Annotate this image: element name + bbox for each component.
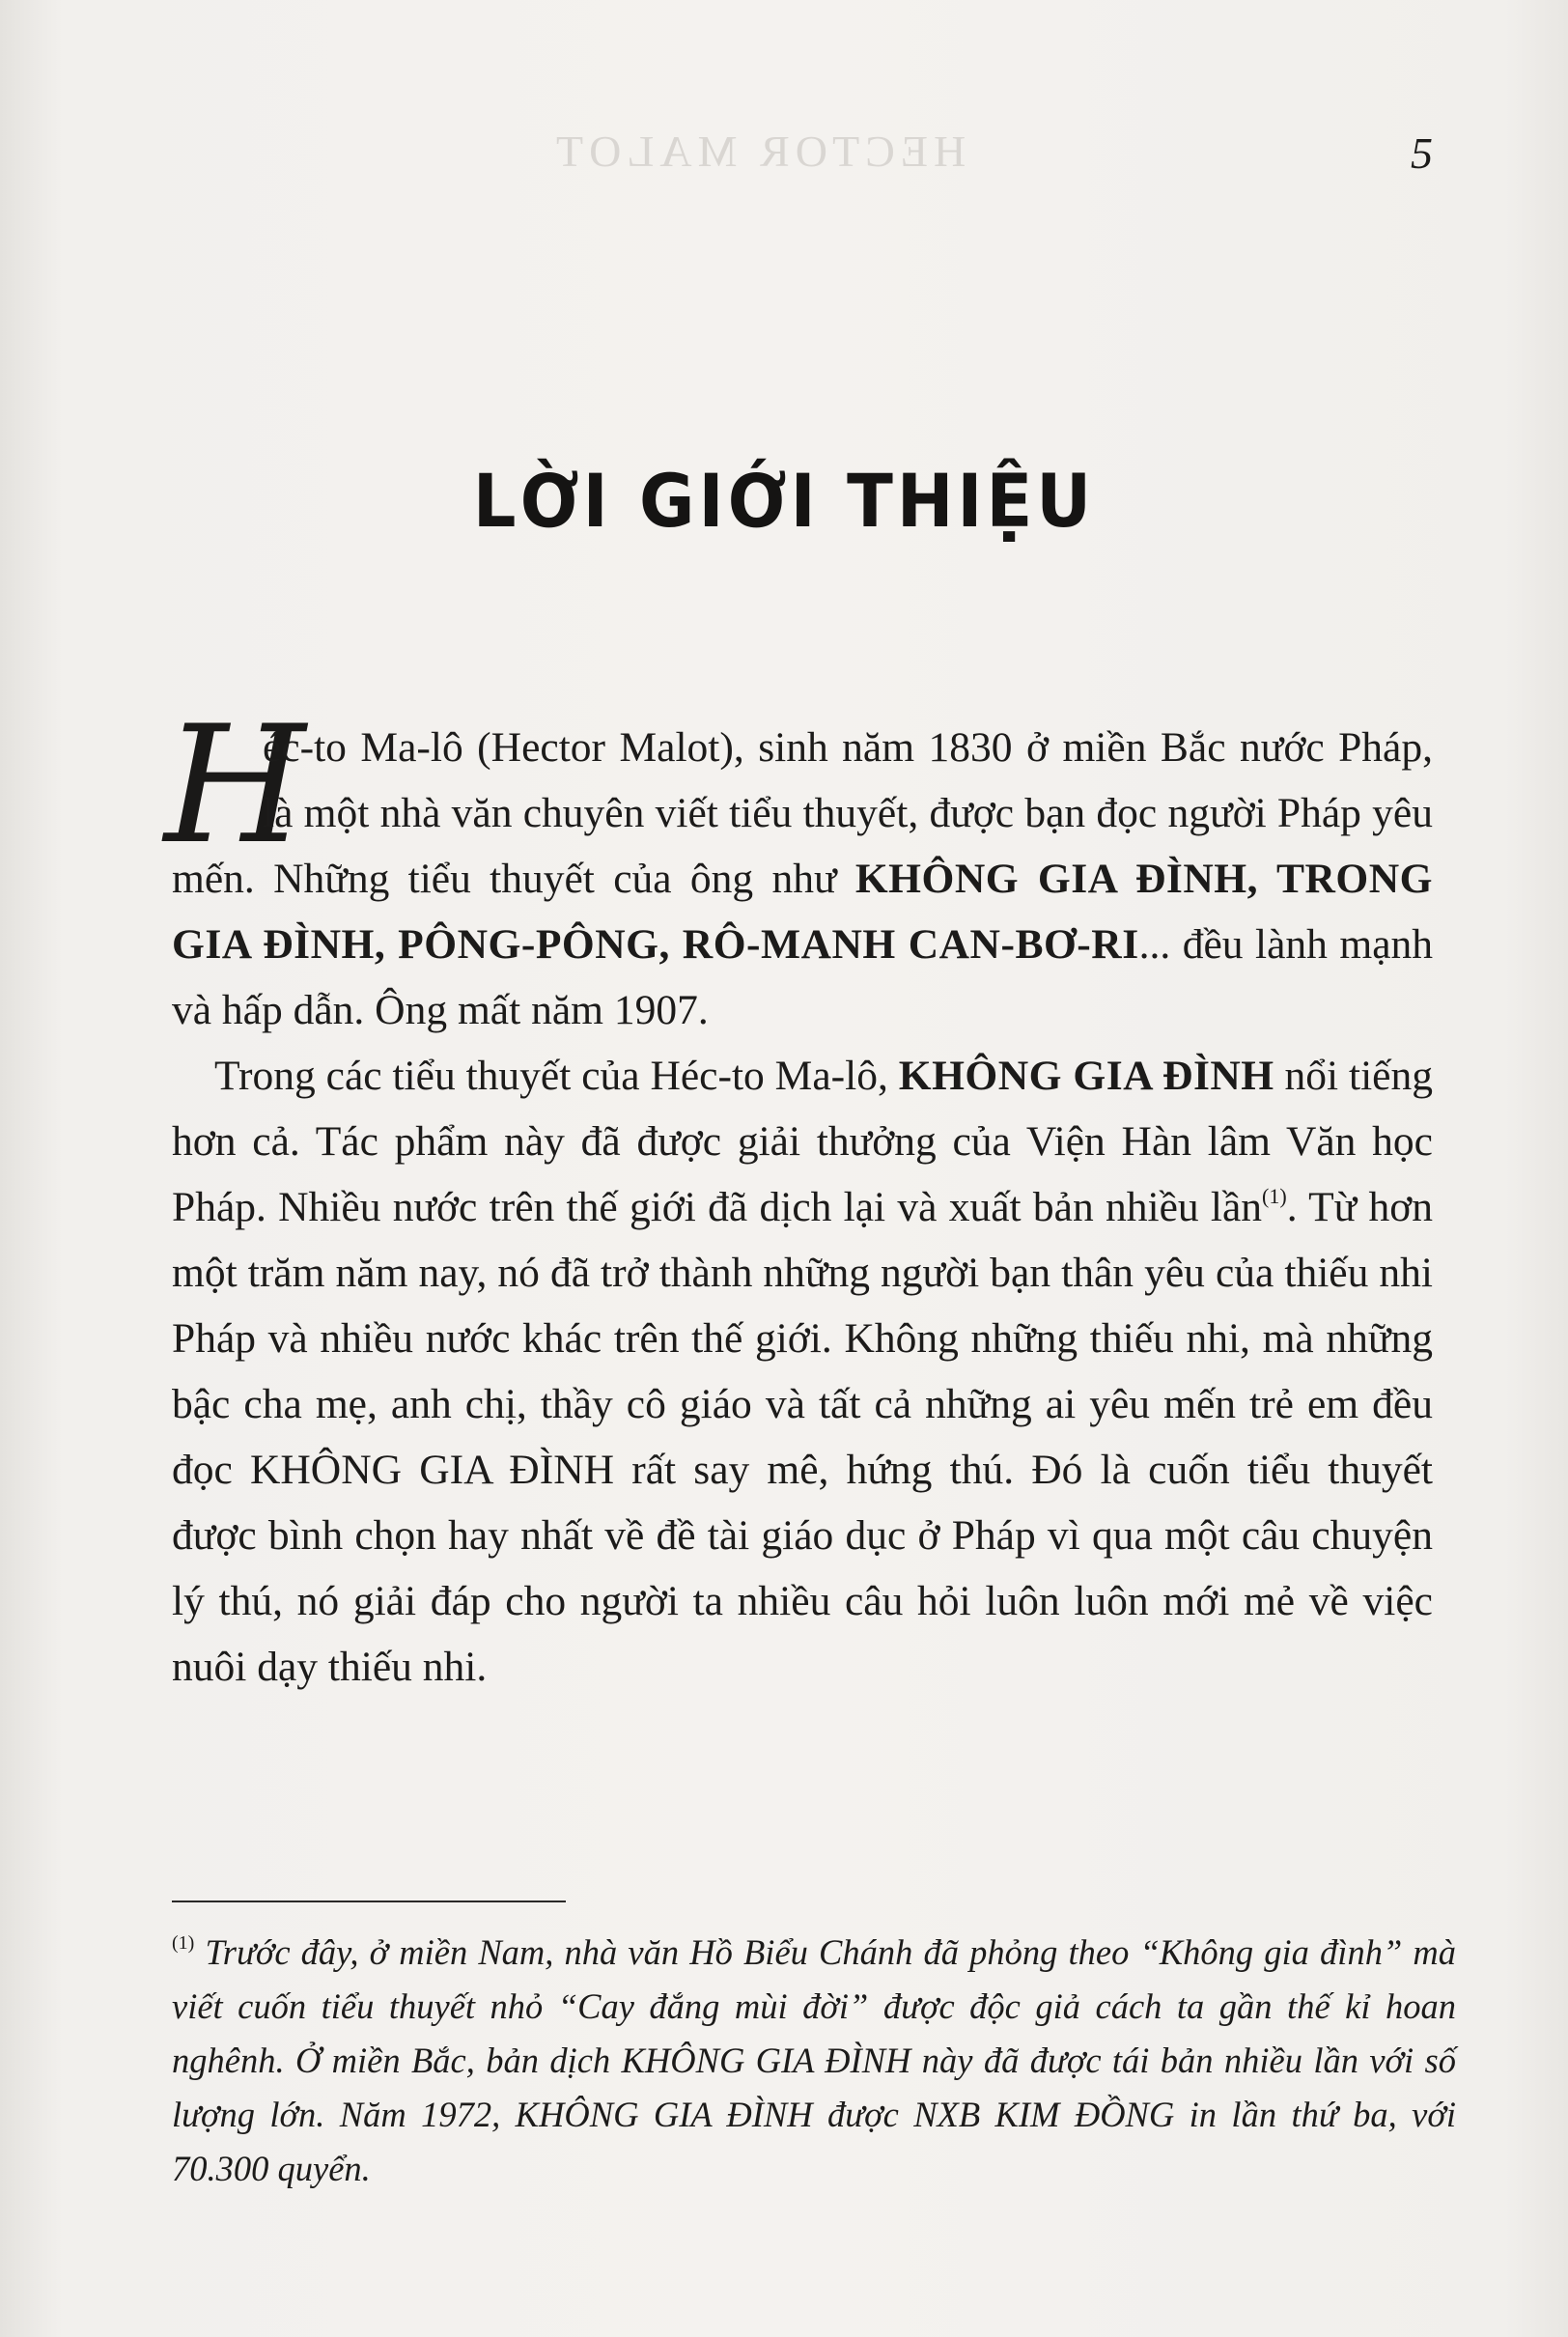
page-number: 5 xyxy=(1411,128,1433,178)
paragraph-1-text-b: ... đều lành mạnh và hấp dẫn. Ông mất năm 1907. xyxy=(172,921,1433,1033)
footnote-text: Trước đây, ở miền Nam, nhà văn Hồ Biểu Chánh đã phỏng theo “Không gia đình” mà viết cuốn tiểu thuyết nhỏ “Cay đắng mùi đời” được độc giả cách ta gần thế kỉ hoan nghênh. Ở miền Bắc, bản dịch KHÔNG GIA ĐÌNH này đã được tái bản nhiều lần với số lượng lớn. Năm 1972, KHÔNG GIA ĐÌNH được NXB KIM ĐỒNG in lần thứ ba, với 70.300 quyển. xyxy=(172,1932,1456,2188)
drop-cap: H xyxy=(164,690,306,880)
footnote-reference[interactable]: (1) xyxy=(1262,1184,1287,1208)
paragraph-1 xyxy=(164,690,1433,1043)
paragraph-2-text-b: nổi tiếng hơn cả. Tác phẩm này đã được giải thưởng của Viện Hàn lâm Văn học Pháp. Nhiều nước trên thế giới đã dịch lại và xuất bản nhiều lần xyxy=(172,1053,1433,1230)
page-title: LỜI GIỚI THIỆU xyxy=(472,458,1096,545)
paragraph-1-text-a: éc-to Ma-lô (Hector Malot), sinh năm 1830 ở miền Bắc nước Pháp, là một nhà văn chuyên viết tiểu thuyết, được bạn đọc người Pháp yêu mến. Những tiểu thuyết của ông như xyxy=(172,724,1433,902)
paragraph-2-book-title: KHÔNG GIA ĐÌNH xyxy=(898,1053,1274,1099)
footnote-divider xyxy=(172,1901,566,1902)
header-bleed-through: HECTOR MALOT xyxy=(550,127,966,176)
body-text xyxy=(164,690,1433,1700)
paragraph-1-book-titles: KHÔNG GIA ĐÌNH, TRONG GIA ĐÌNH, PÔNG-PÔNG, RÔ-MANH CAN-BƠ-RI xyxy=(172,856,1433,968)
footnote xyxy=(172,1926,1456,2196)
paragraph-2 xyxy=(172,1043,1433,1700)
paragraph-2-text-c: . Từ hơn một trăm năm nay, nó đã trở thành những người bạn thân yêu của thiếu nhi Pháp và nhiều nước khác trên thế giới. Không những thiếu nhi, mà những bậc cha mẹ, anh chị, thầy cô giáo và tất cả những ai yêu mến trẻ em đều đọc KHÔNG GIA ĐÌNH rất say mê, hứng thú. Đó là cuốn tiểu thuyết được bình chọn hay nhất về đề tài giáo dục ở Pháp vì qua một câu chuyện lý thú, nó giải đáp cho người ta nhiều câu hỏi luôn luôn mới mẻ về việc nuôi dạy thiếu nhi. xyxy=(172,1184,1433,1690)
footnote-mark: (1) xyxy=(172,1932,195,1954)
paragraph-2-text-a: Trong các tiểu thuyết của Héc-to Ma-lô, xyxy=(214,1053,899,1099)
